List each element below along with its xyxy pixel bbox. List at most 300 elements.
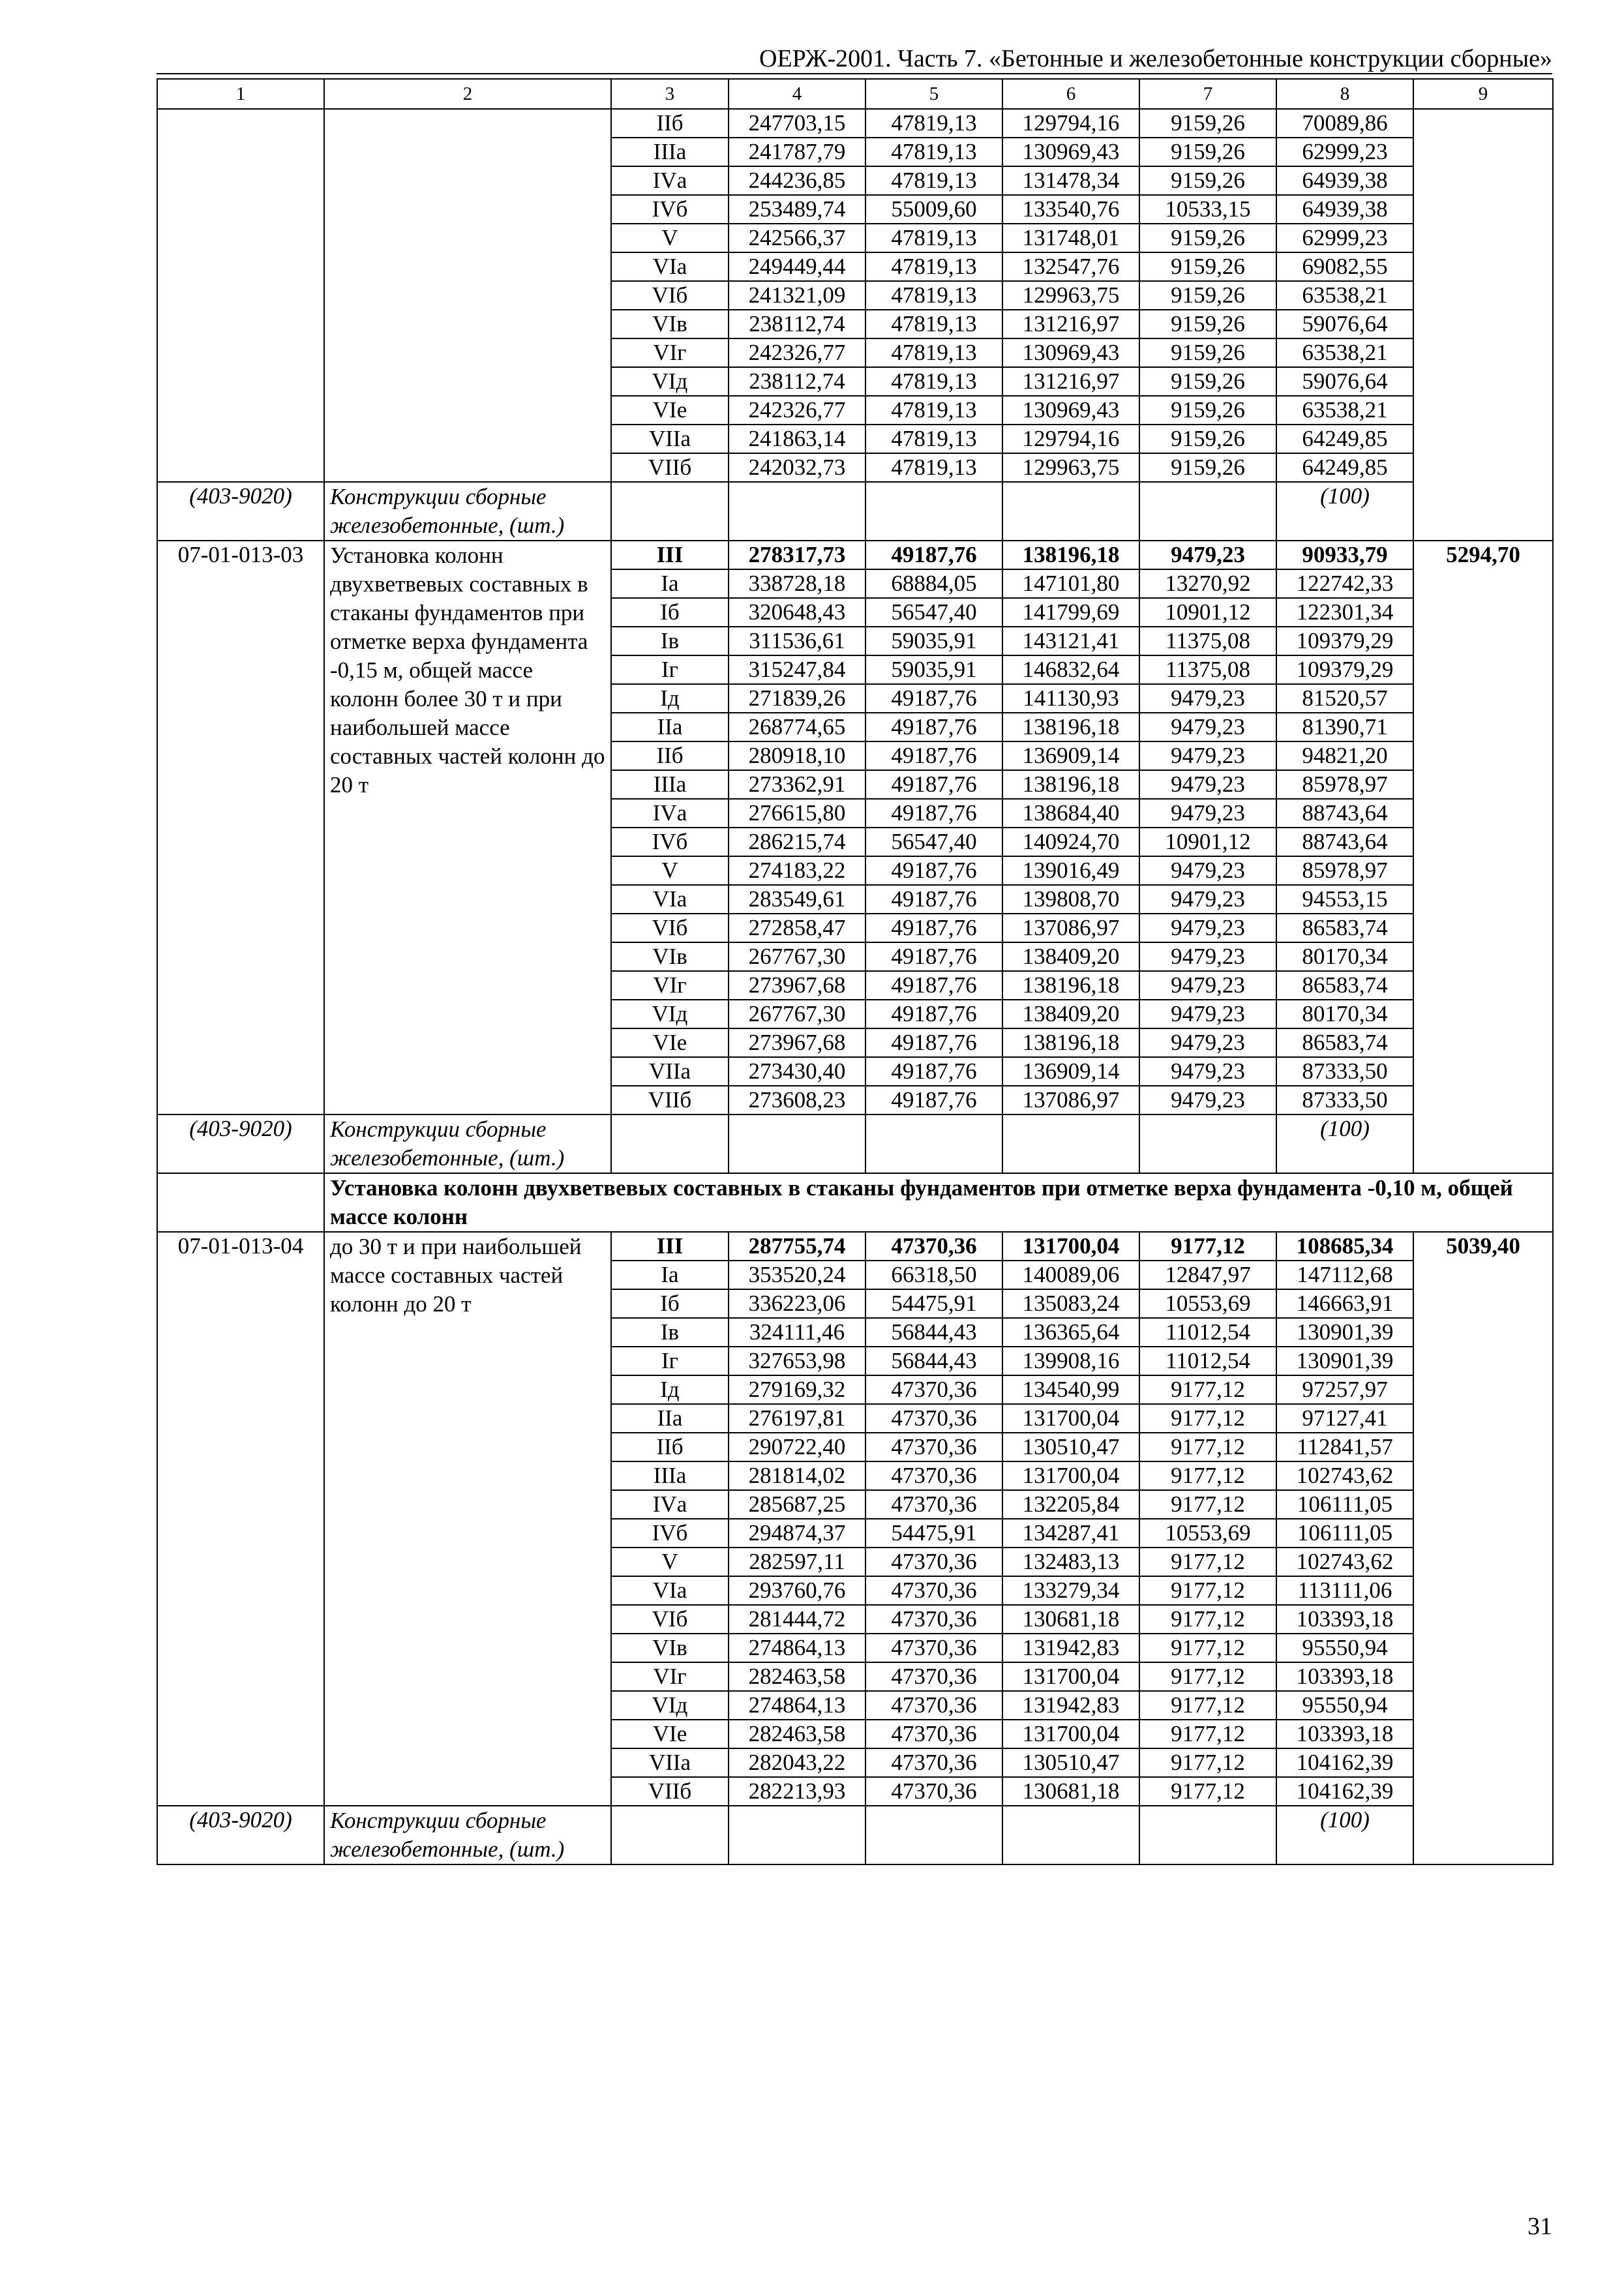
value-cell: 338728,18 bbox=[729, 569, 865, 598]
value-cell: 88743,64 bbox=[1276, 828, 1413, 856]
column-number: 3 bbox=[611, 79, 729, 109]
zone-cell: VIа bbox=[611, 885, 729, 914]
value-cell: 315247,84 bbox=[729, 655, 865, 684]
value-cell: 129794,16 bbox=[1002, 109, 1139, 138]
value-cell: 129963,75 bbox=[1002, 281, 1139, 310]
value-cell: 94821,20 bbox=[1276, 741, 1413, 770]
value-cell: 283549,61 bbox=[729, 885, 865, 914]
value-cell: 274864,13 bbox=[729, 1691, 865, 1720]
value-cell: 49187,76 bbox=[865, 799, 1002, 828]
empty-cell bbox=[611, 1806, 729, 1864]
value-cell: 311536,61 bbox=[729, 627, 865, 655]
empty-cell bbox=[1002, 482, 1139, 541]
zone-cell: VIа bbox=[611, 1576, 729, 1605]
zone-cell: VIд bbox=[611, 1691, 729, 1720]
value-cell: 9177,12 bbox=[1139, 1720, 1276, 1748]
value-cell: 63538,21 bbox=[1276, 281, 1413, 310]
section-heading-row bbox=[157, 1173, 1553, 1232]
value-cell: 131216,97 bbox=[1002, 367, 1139, 396]
value-cell: 63538,21 bbox=[1276, 338, 1413, 367]
value-cell: 9479,23 bbox=[1139, 541, 1276, 569]
zone-cell: VIв bbox=[611, 1634, 729, 1662]
value-cell: 86583,74 bbox=[1276, 971, 1413, 1000]
column-number: 6 bbox=[1002, 79, 1139, 109]
value-cell: 54475,91 bbox=[865, 1289, 1002, 1318]
value-cell: 49187,76 bbox=[865, 541, 1002, 569]
value-cell: 56844,43 bbox=[865, 1347, 1002, 1375]
value-cell: 139016,49 bbox=[1002, 856, 1139, 885]
value-cell: 133540,76 bbox=[1002, 195, 1139, 224]
zone-cell: V bbox=[611, 856, 729, 885]
value-cell: 327653,98 bbox=[729, 1347, 865, 1375]
zone-cell: VIе bbox=[611, 1028, 729, 1057]
zone-cell: IVб bbox=[611, 828, 729, 856]
value-cell: 280918,10 bbox=[729, 741, 865, 770]
main-rate-row bbox=[157, 541, 1553, 569]
value-cell: 85978,97 bbox=[1276, 856, 1413, 885]
zone-cell: IIIа bbox=[611, 1461, 729, 1490]
value-cell: 238112,74 bbox=[729, 367, 865, 396]
value-cell: 70089,86 bbox=[1276, 109, 1413, 138]
empty-cell bbox=[729, 482, 865, 541]
value-cell: 141130,93 bbox=[1002, 684, 1139, 713]
empty-cell bbox=[1002, 1115, 1139, 1173]
value-cell: 273608,23 bbox=[729, 1086, 865, 1115]
value-cell: 272858,47 bbox=[729, 914, 865, 942]
value-cell: 97127,41 bbox=[1276, 1404, 1413, 1433]
zone-cell: Iд bbox=[611, 1375, 729, 1404]
zone-cell: VIб bbox=[611, 1605, 729, 1634]
empty-cell bbox=[1139, 482, 1276, 541]
value-cell: 140924,70 bbox=[1002, 828, 1139, 856]
value-cell: 130681,18 bbox=[1002, 1605, 1139, 1634]
value-cell: 56547,40 bbox=[865, 598, 1002, 627]
value-cell: 95550,94 bbox=[1276, 1691, 1413, 1720]
value-cell: 9159,26 bbox=[1139, 166, 1276, 195]
zone-cell: Iв bbox=[611, 1318, 729, 1347]
value-cell: 137086,97 bbox=[1002, 1086, 1139, 1115]
value-cell: 55009,60 bbox=[865, 195, 1002, 224]
zone-cell: V bbox=[611, 224, 729, 252]
material-code: (403-9020) bbox=[157, 1115, 324, 1173]
value-cell: 47370,36 bbox=[865, 1576, 1002, 1605]
column-number: 1 bbox=[157, 79, 324, 109]
zone-cell: IVб bbox=[611, 1519, 729, 1548]
value-cell: 130510,47 bbox=[1002, 1433, 1139, 1461]
column-number: 4 bbox=[729, 79, 865, 109]
value-cell: 49187,76 bbox=[865, 942, 1002, 971]
value-cell: 9159,26 bbox=[1139, 224, 1276, 252]
zone-cell: IIIа bbox=[611, 138, 729, 166]
material-code: (403-9020) bbox=[157, 482, 324, 541]
value-cell: 68884,05 bbox=[865, 569, 1002, 598]
column-number: 5 bbox=[865, 79, 1002, 109]
value-cell: 9479,23 bbox=[1139, 770, 1276, 799]
zone-cell: VIIа bbox=[611, 1057, 729, 1086]
value-cell: 267767,30 bbox=[729, 1000, 865, 1028]
empty-cell bbox=[865, 1806, 1002, 1864]
value-cell: 279169,32 bbox=[729, 1375, 865, 1404]
value-cell: 244236,85 bbox=[729, 166, 865, 195]
value-cell: 139908,16 bbox=[1002, 1347, 1139, 1375]
value-cell: 138684,40 bbox=[1002, 799, 1139, 828]
value-cell: 9479,23 bbox=[1139, 942, 1276, 971]
value-cell: 85978,97 bbox=[1276, 770, 1413, 799]
value-cell: 10553,69 bbox=[1139, 1519, 1276, 1548]
value-cell: 10533,15 bbox=[1139, 195, 1276, 224]
value-cell: 286215,74 bbox=[729, 828, 865, 856]
value-cell: 122301,34 bbox=[1276, 598, 1413, 627]
value-cell: 47370,36 bbox=[865, 1404, 1002, 1433]
value-cell: 47819,13 bbox=[865, 310, 1002, 338]
value-cell: 47370,36 bbox=[865, 1777, 1002, 1806]
value-cell: 9177,12 bbox=[1139, 1605, 1276, 1634]
value-cell: 59035,91 bbox=[865, 627, 1002, 655]
header-rule bbox=[157, 73, 1552, 74]
zone-cell: IIа bbox=[611, 1404, 729, 1433]
labor-cell bbox=[1413, 109, 1553, 541]
material-row bbox=[157, 1806, 1553, 1864]
value-cell: 104162,39 bbox=[1276, 1777, 1413, 1806]
value-cell: 273430,40 bbox=[729, 1057, 865, 1086]
value-cell: 47819,13 bbox=[865, 166, 1002, 195]
value-cell: 56844,43 bbox=[865, 1318, 1002, 1347]
column-number: 2 bbox=[324, 79, 611, 109]
zone-cell: Iа bbox=[611, 569, 729, 598]
column-number: 8 bbox=[1276, 79, 1413, 109]
value-cell: 282213,93 bbox=[729, 1777, 865, 1806]
value-cell: 63538,21 bbox=[1276, 396, 1413, 425]
value-cell: 10901,12 bbox=[1139, 828, 1276, 856]
empty-cell bbox=[611, 482, 729, 541]
value-cell: 130901,39 bbox=[1276, 1318, 1413, 1347]
value-cell: 136365,64 bbox=[1002, 1318, 1139, 1347]
value-cell: 113111,06 bbox=[1276, 1576, 1413, 1605]
zone-cell: Iг bbox=[611, 655, 729, 684]
value-cell: 9177,12 bbox=[1139, 1777, 1276, 1806]
value-cell: 136909,14 bbox=[1002, 1057, 1139, 1086]
material-name: Конструкции сборные железобетонные, (шт.) bbox=[324, 482, 611, 541]
value-cell: 282463,58 bbox=[729, 1720, 865, 1748]
value-cell: 133279,34 bbox=[1002, 1576, 1139, 1605]
value-cell: 242032,73 bbox=[729, 453, 865, 482]
value-cell: 137086,97 bbox=[1002, 914, 1139, 942]
value-cell: 47819,13 bbox=[865, 367, 1002, 396]
value-cell: 273967,68 bbox=[729, 971, 865, 1000]
rates-table-body bbox=[157, 79, 1553, 1864]
value-cell: 64939,38 bbox=[1276, 195, 1413, 224]
value-cell: 253489,74 bbox=[729, 195, 865, 224]
value-cell: 320648,43 bbox=[729, 598, 865, 627]
value-cell: 9479,23 bbox=[1139, 741, 1276, 770]
value-cell: 9159,26 bbox=[1139, 425, 1276, 453]
code-cell bbox=[157, 109, 324, 482]
zone-cell: IIб bbox=[611, 1433, 729, 1461]
value-cell: 282597,11 bbox=[729, 1548, 865, 1576]
zone-cell: IIб bbox=[611, 741, 729, 770]
value-cell: 104162,39 bbox=[1276, 1748, 1413, 1777]
value-cell: 131478,34 bbox=[1002, 166, 1139, 195]
value-cell: 143121,41 bbox=[1002, 627, 1139, 655]
value-cell: 268774,65 bbox=[729, 713, 865, 741]
value-cell: 131700,04 bbox=[1002, 1461, 1139, 1490]
value-cell: 242566,37 bbox=[729, 224, 865, 252]
value-cell: 9159,26 bbox=[1139, 367, 1276, 396]
value-cell: 86583,74 bbox=[1276, 914, 1413, 942]
section-heading: Установка колонн двухветвевых составных в стаканы фундаментов при отметке верха фундамента -0,10 м, общей массе колонн bbox=[324, 1173, 1553, 1232]
value-cell: 47819,13 bbox=[865, 252, 1002, 281]
value-cell: 276197,81 bbox=[729, 1404, 865, 1433]
value-cell: 9177,12 bbox=[1139, 1404, 1276, 1433]
value-cell: 130510,47 bbox=[1002, 1748, 1139, 1777]
value-cell: 138196,18 bbox=[1002, 971, 1139, 1000]
labor-cell: 5294,70 bbox=[1413, 541, 1553, 1173]
value-cell: 140089,06 bbox=[1002, 1261, 1139, 1289]
value-cell: 131700,04 bbox=[1002, 1662, 1139, 1691]
zone-cell: IVа bbox=[611, 1490, 729, 1519]
value-cell: 9177,12 bbox=[1139, 1662, 1276, 1691]
value-cell: 241787,79 bbox=[729, 138, 865, 166]
value-cell: 9177,12 bbox=[1139, 1232, 1276, 1261]
value-cell: 47370,36 bbox=[865, 1375, 1002, 1404]
value-cell: 9159,26 bbox=[1139, 138, 1276, 166]
value-cell: 81390,71 bbox=[1276, 713, 1413, 741]
value-cell: 242326,77 bbox=[729, 396, 865, 425]
material-row bbox=[157, 482, 1553, 541]
zone-cell: VIг bbox=[611, 338, 729, 367]
value-cell: 247703,15 bbox=[729, 109, 865, 138]
zone-cell: IVа bbox=[611, 799, 729, 828]
value-cell: 94553,15 bbox=[1276, 885, 1413, 914]
value-cell: 281814,02 bbox=[729, 1461, 865, 1490]
value-cell: 56547,40 bbox=[865, 828, 1002, 856]
value-cell: 130969,43 bbox=[1002, 396, 1139, 425]
table-row bbox=[157, 109, 1553, 138]
value-cell: 273362,91 bbox=[729, 770, 865, 799]
value-cell: 134287,41 bbox=[1002, 1519, 1139, 1548]
value-cell: 9479,23 bbox=[1139, 713, 1276, 741]
value-cell: 274183,22 bbox=[729, 856, 865, 885]
value-cell: 136909,14 bbox=[1002, 741, 1139, 770]
value-cell: 49187,76 bbox=[865, 885, 1002, 914]
value-cell: 241863,14 bbox=[729, 425, 865, 453]
empty-cell bbox=[157, 1173, 324, 1232]
zone-cell: VIIб bbox=[611, 1777, 729, 1806]
value-cell: 49187,76 bbox=[865, 1000, 1002, 1028]
zone-cell: VIб bbox=[611, 914, 729, 942]
value-cell: 141799,69 bbox=[1002, 598, 1139, 627]
value-cell: 47370,36 bbox=[865, 1605, 1002, 1634]
value-cell: 276615,80 bbox=[729, 799, 865, 828]
value-cell: 353520,24 bbox=[729, 1261, 865, 1289]
material-qty: (100) bbox=[1276, 1806, 1413, 1864]
zone-cell: III bbox=[611, 1232, 729, 1261]
value-cell: 102743,62 bbox=[1276, 1548, 1413, 1576]
value-cell: 9177,12 bbox=[1139, 1490, 1276, 1519]
value-cell: 9177,12 bbox=[1139, 1433, 1276, 1461]
value-cell: 10553,69 bbox=[1139, 1289, 1276, 1318]
value-cell: 324111,46 bbox=[729, 1318, 865, 1347]
value-cell: 336223,06 bbox=[729, 1289, 865, 1318]
value-cell: 9479,23 bbox=[1139, 684, 1276, 713]
value-cell: 64249,85 bbox=[1276, 453, 1413, 482]
zone-cell: V bbox=[611, 1548, 729, 1576]
rates-table bbox=[157, 78, 1554, 1865]
value-cell: 102743,62 bbox=[1276, 1461, 1413, 1490]
empty-cell bbox=[865, 482, 1002, 541]
material-name: Конструкции сборные железобетонные, (шт.) bbox=[324, 1806, 611, 1864]
value-cell: 9177,12 bbox=[1139, 1748, 1276, 1777]
value-cell: 134540,99 bbox=[1002, 1375, 1139, 1404]
value-cell: 80170,34 bbox=[1276, 942, 1413, 971]
value-cell: 47819,13 bbox=[865, 338, 1002, 367]
value-cell: 62999,23 bbox=[1276, 138, 1413, 166]
value-cell: 112841,57 bbox=[1276, 1433, 1413, 1461]
value-cell: 90933,79 bbox=[1276, 541, 1413, 569]
zone-cell: IVб bbox=[611, 195, 729, 224]
value-cell: 131942,83 bbox=[1002, 1634, 1139, 1662]
value-cell: 47819,13 bbox=[865, 281, 1002, 310]
value-cell: 9479,23 bbox=[1139, 1028, 1276, 1057]
value-cell: 9159,26 bbox=[1139, 281, 1276, 310]
value-cell: 106111,05 bbox=[1276, 1519, 1413, 1548]
value-cell: 87333,50 bbox=[1276, 1086, 1413, 1115]
value-cell: 59076,64 bbox=[1276, 310, 1413, 338]
value-cell: 11375,08 bbox=[1139, 627, 1276, 655]
value-cell: 131942,83 bbox=[1002, 1691, 1139, 1720]
value-cell: 9177,12 bbox=[1139, 1634, 1276, 1662]
description-cell bbox=[324, 109, 611, 482]
value-cell: 132547,76 bbox=[1002, 252, 1139, 281]
value-cell: 49187,76 bbox=[865, 1057, 1002, 1086]
value-cell: 47370,36 bbox=[865, 1662, 1002, 1691]
value-cell: 131700,04 bbox=[1002, 1404, 1139, 1433]
value-cell: 138196,18 bbox=[1002, 541, 1139, 569]
value-cell: 9159,26 bbox=[1139, 453, 1276, 482]
value-cell: 132483,13 bbox=[1002, 1548, 1139, 1576]
value-cell: 9159,26 bbox=[1139, 338, 1276, 367]
page-header: ОЕРЖ-2001. Часть 7. «Бетонные и железобетонные конструкции сборные» bbox=[759, 45, 1552, 72]
zone-cell: VIв bbox=[611, 942, 729, 971]
value-cell: 59035,91 bbox=[865, 655, 1002, 684]
main-rate-row bbox=[157, 1232, 1553, 1261]
value-cell: 238112,74 bbox=[729, 310, 865, 338]
zone-cell: VIг bbox=[611, 1662, 729, 1691]
value-cell: 131700,04 bbox=[1002, 1232, 1139, 1261]
value-cell: 47819,13 bbox=[865, 453, 1002, 482]
zone-cell: VIIб bbox=[611, 1086, 729, 1115]
value-cell: 9177,12 bbox=[1139, 1691, 1276, 1720]
value-cell: 9159,26 bbox=[1139, 310, 1276, 338]
value-cell: 59076,64 bbox=[1276, 367, 1413, 396]
value-cell: 49187,76 bbox=[865, 1028, 1002, 1057]
zone-cell: III bbox=[611, 541, 729, 569]
value-cell: 47370,36 bbox=[865, 1548, 1002, 1576]
value-cell: 11012,54 bbox=[1139, 1347, 1276, 1375]
value-cell: 138196,18 bbox=[1002, 1028, 1139, 1057]
column-numbers-row bbox=[157, 79, 1553, 109]
value-cell: 103393,18 bbox=[1276, 1720, 1413, 1748]
value-cell: 273967,68 bbox=[729, 1028, 865, 1057]
value-cell: 80170,34 bbox=[1276, 1000, 1413, 1028]
zone-cell: Iб bbox=[611, 1289, 729, 1318]
value-cell: 81520,57 bbox=[1276, 684, 1413, 713]
material-qty: (100) bbox=[1276, 1115, 1413, 1173]
value-cell: 108685,34 bbox=[1276, 1232, 1413, 1261]
value-cell: 147101,80 bbox=[1002, 569, 1139, 598]
value-cell: 109379,29 bbox=[1276, 627, 1413, 655]
value-cell: 49187,76 bbox=[865, 914, 1002, 942]
value-cell: 122742,33 bbox=[1276, 569, 1413, 598]
material-qty: (100) bbox=[1276, 482, 1413, 541]
value-cell: 11012,54 bbox=[1139, 1318, 1276, 1347]
value-cell: 62999,23 bbox=[1276, 224, 1413, 252]
value-cell: 47370,36 bbox=[865, 1490, 1002, 1519]
material-name: Конструкции сборные железобетонные, (шт.) bbox=[324, 1115, 611, 1173]
value-cell: 281444,72 bbox=[729, 1605, 865, 1634]
column-number: 9 bbox=[1413, 79, 1553, 109]
value-cell: 274864,13 bbox=[729, 1634, 865, 1662]
value-cell: 146663,91 bbox=[1276, 1289, 1413, 1318]
value-cell: 293760,76 bbox=[729, 1576, 865, 1605]
code-cell: 07-01-013-03 bbox=[157, 541, 324, 1115]
value-cell: 54475,91 bbox=[865, 1519, 1002, 1548]
value-cell: 9159,26 bbox=[1139, 252, 1276, 281]
value-cell: 285687,25 bbox=[729, 1490, 865, 1519]
value-cell: 10901,12 bbox=[1139, 598, 1276, 627]
value-cell: 9159,26 bbox=[1139, 109, 1276, 138]
value-cell: 12847,97 bbox=[1139, 1261, 1276, 1289]
value-cell: 49187,76 bbox=[865, 1086, 1002, 1115]
value-cell: 131700,04 bbox=[1002, 1720, 1139, 1748]
zone-cell: Iб bbox=[611, 598, 729, 627]
value-cell: 9479,23 bbox=[1139, 1057, 1276, 1086]
value-cell: 66318,50 bbox=[865, 1261, 1002, 1289]
value-cell: 290722,40 bbox=[729, 1433, 865, 1461]
value-cell: 47819,13 bbox=[865, 396, 1002, 425]
zone-cell: VIв bbox=[611, 310, 729, 338]
value-cell: 9177,12 bbox=[1139, 1461, 1276, 1490]
value-cell: 129794,16 bbox=[1002, 425, 1139, 453]
empty-cell bbox=[729, 1806, 865, 1864]
zone-cell: Iа bbox=[611, 1261, 729, 1289]
value-cell: 47370,36 bbox=[865, 1691, 1002, 1720]
empty-cell bbox=[611, 1115, 729, 1173]
value-cell: 138409,20 bbox=[1002, 1000, 1139, 1028]
material-row bbox=[157, 1115, 1553, 1173]
value-cell: 130969,43 bbox=[1002, 338, 1139, 367]
value-cell: 9479,23 bbox=[1139, 1086, 1276, 1115]
value-cell: 129963,75 bbox=[1002, 453, 1139, 482]
zone-cell: IIа bbox=[611, 713, 729, 741]
value-cell: 47819,13 bbox=[865, 425, 1002, 453]
empty-cell bbox=[1002, 1806, 1139, 1864]
value-cell: 278317,73 bbox=[729, 541, 865, 569]
value-cell: 47819,13 bbox=[865, 138, 1002, 166]
value-cell: 9159,26 bbox=[1139, 396, 1276, 425]
zone-cell: Iг bbox=[611, 1347, 729, 1375]
value-cell: 87333,50 bbox=[1276, 1057, 1413, 1086]
value-cell: 47819,13 bbox=[865, 109, 1002, 138]
zone-cell: VIIб bbox=[611, 453, 729, 482]
zone-cell: VIIа bbox=[611, 425, 729, 453]
value-cell: 138196,18 bbox=[1002, 713, 1139, 741]
empty-cell bbox=[729, 1115, 865, 1173]
value-cell: 9479,23 bbox=[1139, 971, 1276, 1000]
value-cell: 97257,97 bbox=[1276, 1375, 1413, 1404]
value-cell: 11375,08 bbox=[1139, 655, 1276, 684]
value-cell: 242326,77 bbox=[729, 338, 865, 367]
